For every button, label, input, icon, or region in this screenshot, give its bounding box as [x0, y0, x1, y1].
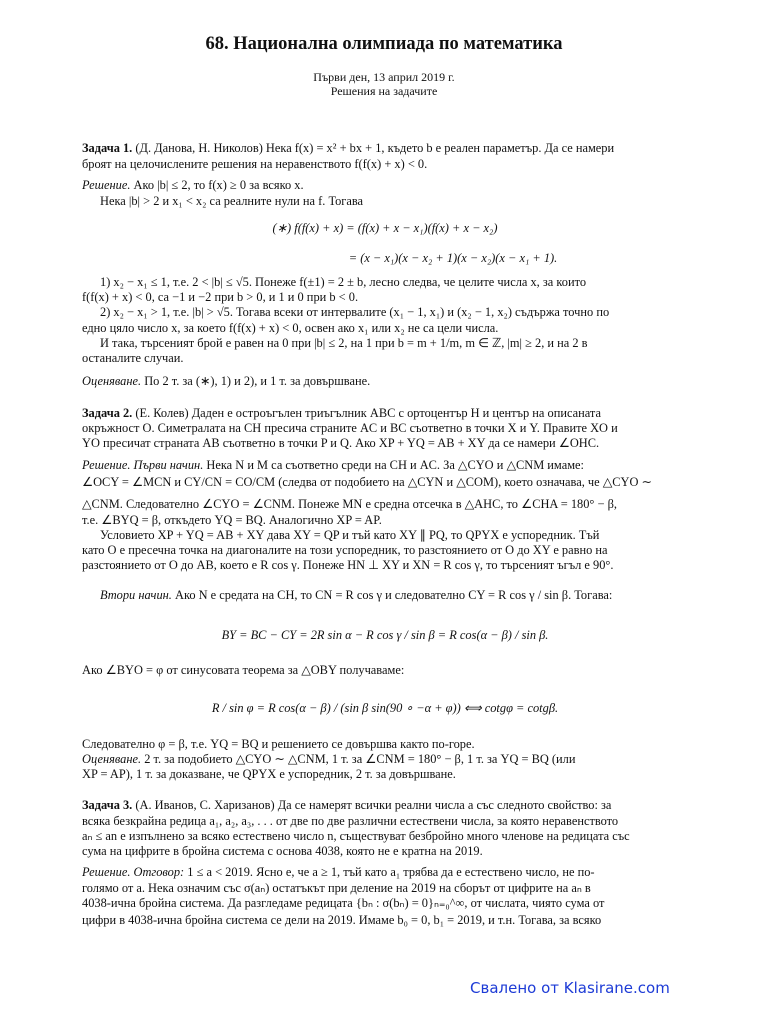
solution-label: Решение. — [82, 178, 131, 192]
problem1-case2-line2: едно цяло число x, за което f(f(x) + x) < 0, освен ако x₁ или x₂ не са цели числа. — [82, 321, 499, 335]
problem2-statement-line1: Задача 2. (Е. Колев) Даден е остроъгълен триъгълник ABC с ортоцентър H и център на описаната — [82, 406, 602, 420]
problem2-conclusion: Следователно φ = β, т.е. YQ = BQ и решението се довършва както по-горе. — [82, 737, 475, 751]
problem1-case1-line1: 1) x₂ − x₁ ≤ 1, т.е. 2 < |b| ≤ √5. Понеже f(±1) = 2 ± b, лесно следва, че целите числа x, за които — [100, 275, 587, 289]
problem2-solution-line5: Условието XP + YQ = AB + XY дава XY = QP и тъй като XY ∥ PQ, то QPYX е успоредник. Тъй — [100, 528, 600, 542]
problem2-solution-line7: разстоянието от O до AB, което е R cos γ. Понеже HN ⊥ XY и XN = R cos γ, то търсеният ъгъл е 90°. — [82, 558, 614, 572]
problem3-heading: Задача 3. — [82, 798, 133, 812]
solution-method2-label: Втори начин. — [100, 588, 172, 602]
problem2-method2-line: Втори начин. Ако N е средата на CH, то CN = R cos γ и следователно CY = R cos γ / sin β. Тогава: — [100, 588, 613, 602]
problem1-equation-star: (∗) f(f(x) + x) = (f(x) + x − x₁)(f(x) + x − x₂) — [272, 221, 498, 235]
problem2-solution-line6: като O е пресечна точка на диагоналите на този успоредник, то разстоянието от O до XY е равно на — [82, 543, 608, 557]
problem1-statement-line2: броят на целочислените решения на неравенството f(f(x) + x) < 0. — [82, 157, 428, 171]
problem3-statement-line4: сума на цифрите в бройна система с основа 4038, която не е кратна на 2019. — [82, 844, 483, 858]
problem2-statement-line2: окръжност O. Симетралата на CH пресича страните AC и BC съответно в точки X и Y. Правите XO и — [82, 421, 618, 435]
problem2-line-ako: Ако ∠BYO = φ от синусовата теорема за △OBY получаваме: — [82, 663, 405, 677]
problem3-solution-line3: 4038-ична бройна система. Да разгледаме редицата {bₙ : σ(bₙ) = 0}ₙ₌₀^∞, от числата, чиято сума от — [82, 896, 605, 910]
problem2-equation-sine: R / sin φ = R cos(α − β) / (sin β sin(90 ∘ −α + φ)) ⟺ cotgφ = cotgβ. — [211, 701, 559, 715]
problem3-solution-line1: Решение. Отговор: 1 ≤ a < 2019. Ясно е, че a ≥ 1, тъй като a₁ трябва да е естествено число, не по- — [82, 865, 595, 879]
problem1-solution-line2: Нека |b| > 2 и x₁ < x₂ са реалните нули на f. Тогава — [100, 194, 364, 208]
grading-label: Оценяване. — [82, 374, 142, 388]
problem2-solution-line2: ∠OCY = ∠MCN и CY/CN = CO/CM (следва от подобието на △CYN и △COM), което означава, че △CYO ∼ — [82, 475, 652, 489]
problem2-heading: Задача 2. — [82, 406, 133, 420]
page-subtitle-date: Първи ден, 13 април 2019 г. — [313, 70, 455, 84]
problem2-solution-line4: т.е. ∠BYQ = β, откъдето YQ = BQ. Аналогично XP = AP. — [82, 513, 382, 527]
problem1-case1-line2: f(f(x) + x) < 0, са −1 и −2 при b > 0, и 1 и 0 при b < 0. — [82, 290, 359, 304]
problem1-solution-line1: Решение. Ако |b| ≤ 2, то f(x) ≥ 0 за всяко x. — [82, 178, 304, 192]
problem3-solution-line4: цифри в 4038-ична бройна система се дели на 2019. Имаме b₀ = 0, b₁ = 2019, и т.н. Тогава, за всяко — [82, 913, 602, 927]
problem1-statement-line1: Задача 1. (Д. Данова, Н. Николов) Нека f(x) = x² + bx + 1, където b е реален параметър. Да се намери — [82, 141, 615, 155]
problem3-solution-line2: голямо от a. Нека означим със σ(aₙ) остатъкът при деление на 2019 на сборът от цифрите на aₙ в — [82, 881, 591, 895]
solution-method1-label: Решение. Първи начин. — [82, 458, 204, 472]
problem1-conclusion-line1: И така, търсеният брой е равен на 0 при |b| ≤ 2, на 1 при b = m + 1/m, m ∈ ℤ, |m| ≥ 2, и на 2 в — [100, 336, 588, 350]
problem1-conclusion-line2: останалите случаи. — [82, 351, 184, 365]
problem2-grading-line1: Оценяване. 2 т. за подобието △CYO ∼ △CNM, 1 т. за ∠CNM = 180° − β, 1 т. за YQ = BQ (или — [82, 752, 576, 766]
problem3-statement-line3: aₙ ≤ an е изпълнено за всяко естествено число n, съществуват безбройно много членове на редицата със — [82, 829, 630, 843]
problem1-equation-product: = (x − x₁)(x − x₂ + 1)(x − x₂)(x − x₁ + 1). — [348, 251, 558, 265]
solution-answer-label: Решение. Отговор: — [82, 865, 185, 879]
problem1-heading: Задача 1. — [82, 141, 133, 155]
problem1-case2-line1: 2) x₂ − x₁ > 1, т.е. |b| > √5. Тогава всеки от интервалите (x₁ − 1, x₁) и (x₂ − 1, x₂) съдържа точно по — [100, 305, 610, 319]
problem2-solution-line1: Решение. Първи начин. Нека N и M са съответно среди на CH и AC. За △CYO и △CNM имаме: — [82, 458, 584, 472]
problem3-statement-line1: Задача 3. (А. Иванов, С. Харизанов) Да се намерят всички реални числа a със следното свойство: за — [82, 798, 612, 812]
footer-watermark-link[interactable]: Свалено от Klasirane.com — [470, 979, 670, 997]
problem2-statement-line3: YO пресичат страната AB съответно в точки P и Q. Ако XP + YQ = AB + XY да се намери ∠OHC. — [82, 436, 600, 450]
problem2-grading-line2: XP = AP), 1 т. за доказване, че QPYX е успоредник, 2 т. за довършване. — [82, 767, 456, 781]
problem1-grading: Оценяване. По 2 т. за (∗), 1) и 2), и 1 т. за довършване. — [82, 374, 371, 388]
page-subtitle-solutions: Решения на задачите — [330, 84, 438, 98]
grading-label: Оценяване. — [82, 752, 142, 766]
problem2-equation-by: BY = BC − CY = 2R sin α − R cos γ / sin β = R cos(α − β) / sin β. — [221, 628, 549, 642]
problem3-statement-line2: всяка безкрайна редица a₁, a₂, a₃, . . . от две по две различни естествени числа, за която неравенството — [82, 814, 619, 828]
page-title: 68. Национална олимпиада по математика — [205, 34, 563, 54]
problem2-solution-line3: △CNM. Следователно ∠CYO = ∠CNM. Понеже MN е средна отсечка в △AHC, то ∠CHA = 180° − β, — [82, 497, 617, 511]
